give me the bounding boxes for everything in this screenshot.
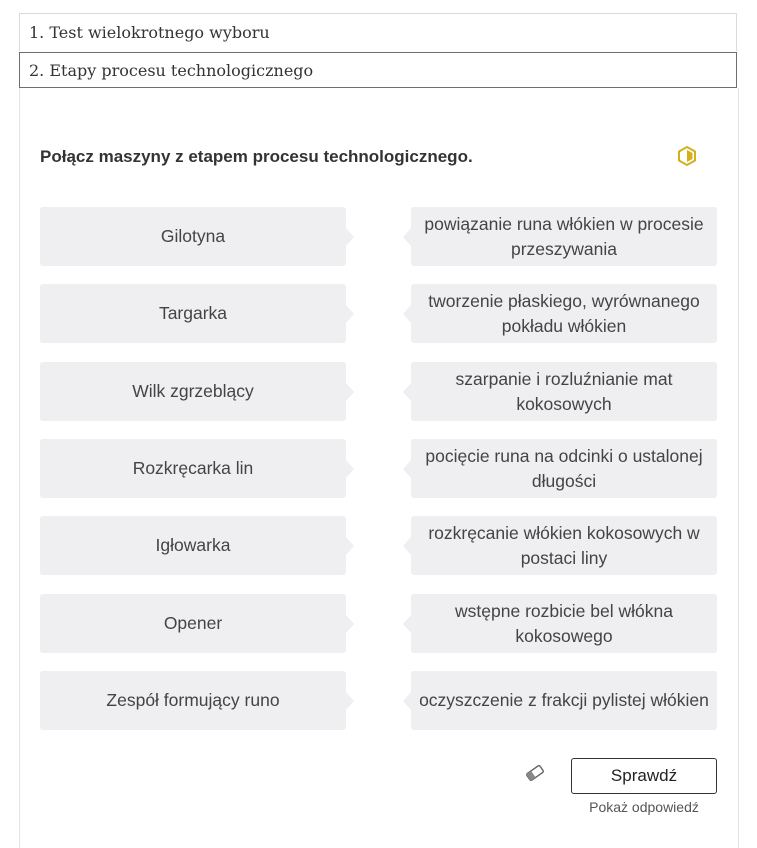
accordion-item-technological-stages[interactable] <box>19 52 737 88</box>
tile-label: tworzenie płaskiego, wyrównanego pokładu włókien <box>428 290 700 336</box>
machine-tile-gilotyna[interactable] <box>40 207 346 266</box>
accordion-item-label: 2. Etapy procesu technologicznego <box>29 60 314 80</box>
tile-label: szarpanie i rozluźnianie mat kokosowych <box>455 368 673 414</box>
tile-label: powiązanie runa włókien w procesie przeszywania <box>424 213 704 259</box>
accordion-item-multiple-choice-test[interactable] <box>19 13 737 51</box>
tile-label: wstępne rozbicie bel włókna kokosowego <box>455 600 673 646</box>
show-answer-link[interactable]: Pokaż odpowiedź <box>589 799 699 815</box>
tile-label: Rozkręcarka lin <box>132 458 254 478</box>
stage-tile[interactable] <box>411 284 717 343</box>
accordion-item-label: 1. Test wielokrotnego wyboru <box>29 23 270 42</box>
stage-tile[interactable] <box>411 207 717 266</box>
eraser-icon[interactable] <box>523 763 547 783</box>
question-text: Połącz maszyny z etapem procesu technologicznego. <box>40 147 473 166</box>
hint-hexagon-icon[interactable] <box>676 145 698 167</box>
tile-label: Opener <box>163 613 223 633</box>
stage-tile[interactable] <box>411 671 717 730</box>
machine-tile-iglowarka[interactable] <box>40 516 346 575</box>
tile-label: Gilotyna <box>160 226 226 246</box>
tile-label: pocięcie runa na odcinki o ustalonej długości <box>425 445 703 491</box>
machine-tile-targarka[interactable] <box>40 284 346 343</box>
tile-label: Wilk zgrzeblący <box>132 381 254 401</box>
stage-tile[interactable] <box>411 516 717 575</box>
tile-label: oczyszczenie z frakcji pylistej włókien <box>419 690 709 710</box>
tile-label: Zespół formujący runo <box>106 690 280 710</box>
tile-label: rozkręcanie włókien kokosowych w postaci liny <box>428 522 700 568</box>
check-button[interactable]: Sprawdź <box>571 758 717 794</box>
stage-tile[interactable] <box>411 362 717 421</box>
tile-label: Igłowarka <box>155 535 231 555</box>
machine-tile-opener[interactable] <box>40 594 346 653</box>
machine-tile-zespol-formujacy-runo[interactable] <box>40 671 346 730</box>
stage-tile[interactable] <box>411 594 717 653</box>
tile-label: Targarka <box>158 303 228 323</box>
machine-tile-wilk-zgrzeblacy[interactable] <box>40 362 346 421</box>
stage-tile[interactable] <box>411 439 717 498</box>
machine-tile-rozkrecarka-lin[interactable] <box>40 439 346 498</box>
